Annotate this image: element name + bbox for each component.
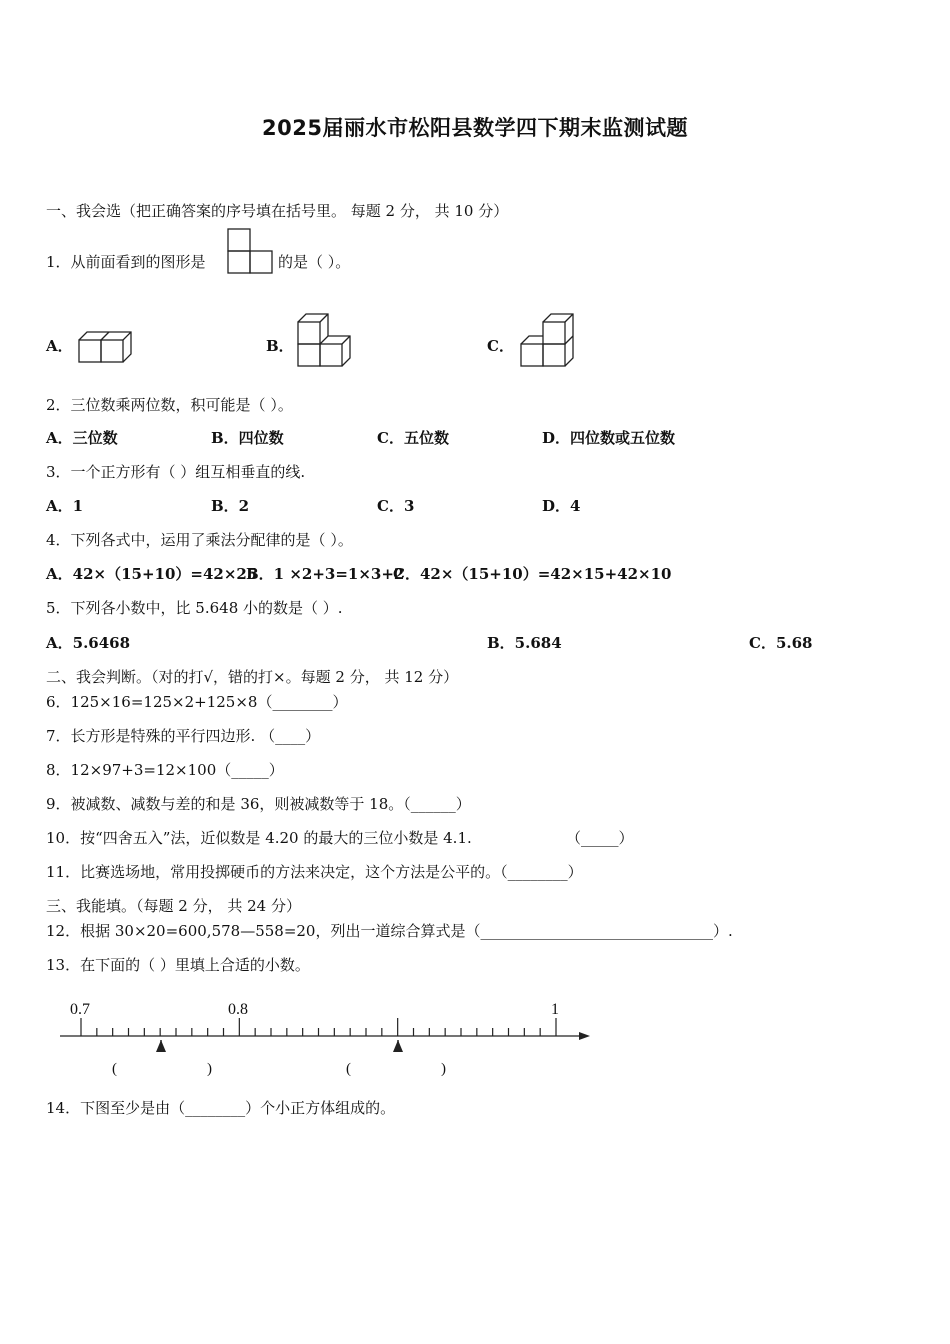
q1-option-a-cubes <box>77 326 133 366</box>
q9-text: 9．被减数、减数与差的和是 36，则被减数等于 18。（______） <box>46 795 471 813</box>
q5-option-a: A．5.6468 <box>46 634 131 652</box>
answer-paren-1-close: ) <box>207 1061 212 1077</box>
q2-option-d: D．四位数或五位数 <box>542 429 676 447</box>
section-1-heading: 一、我会选（把正确答案的序号填在括号里。 每题 2 分， 共 10 分） <box>46 202 509 220</box>
q1-front-view-figure <box>227 228 275 276</box>
q13-number-line <box>0 990 620 1090</box>
q2-stem: 2．三位数乘两位数，积可能是（ ）。 <box>46 396 293 414</box>
q5-option-b: B．5.684 <box>487 634 562 652</box>
q1-option-a-label: A． <box>46 337 73 355</box>
q2-option-b: B．四位数 <box>211 429 284 447</box>
q10-answer-blank: （_____） <box>566 829 634 847</box>
label-0-7: 0.7 <box>70 1001 90 1018</box>
q5-stem: 5．下列各小数中，比 5.648 小的数是（ ）. <box>46 599 343 617</box>
q7-text: 7．长方形是特殊的平行四边形. （____） <box>46 727 321 745</box>
q3-option-c: C．3 <box>377 497 415 515</box>
q4-option-b: B．1 ×2+3=1×3+2 <box>246 565 405 583</box>
q1-option-b-label: B． <box>266 337 294 355</box>
q3-stem: 3．一个正方形有（ ）组互相垂直的线. <box>46 463 306 481</box>
section-2-heading: 二、我会判断。（对的打√，错的打×。每题 2 分， 共 12 分） <box>46 668 459 686</box>
q11-text: 11．比赛选场地，常用投掷硬币的方法来决定，这个方法是公平的。（________） <box>46 863 583 881</box>
q8-text: 8．12×97+3=12×100（_____） <box>46 761 284 779</box>
q14-text: 14．下图至少是由（________）个小正方体组成的。 <box>46 1099 396 1117</box>
q2-option-c: C．五位数 <box>377 429 449 447</box>
page-title: 2025届丽水市松阳县数学四下期末监测试题 <box>262 116 688 140</box>
q1-suffix: 的是（ ）。 <box>278 253 351 271</box>
q3-option-d: D．4 <box>542 497 581 515</box>
q6-text: 6．125×16=125×2+125×8（________） <box>46 693 348 711</box>
q3-option-a: A．1 <box>46 497 84 515</box>
q4-option-a: A．42×（15+10）=42×25 <box>46 565 258 583</box>
q2-option-a: A．三位数 <box>46 429 118 447</box>
q13-stem: 13．在下面的（ ）里填上合适的小数。 <box>46 956 310 974</box>
q1-option-c-cubes <box>519 312 575 368</box>
q12-text: 12．根据 30×20=600,578—558=20，列出一道综合算式是（_______________________________）. <box>46 922 733 940</box>
q1-prefix: 1．从前面看到的图形是 <box>46 253 206 271</box>
section-3-heading: 三、我能填。（每题 2 分， 共 24 分） <box>46 897 301 915</box>
label-1: 1 <box>551 1001 559 1018</box>
q3-option-b: B．2 <box>211 497 250 515</box>
q1-option-c-label: C． <box>487 337 514 355</box>
answer-paren-2-close: ) <box>441 1061 446 1077</box>
answer-paren-2-open: ( <box>346 1061 351 1077</box>
q4-option-c: C．42×（15+10）=42×15+42×10 <box>393 565 672 583</box>
answer-paren-1-open: ( <box>112 1061 117 1077</box>
number-line-arrowhead <box>579 1032 590 1040</box>
q4-stem: 4．下列各式中，运用了乘法分配律的是（ ）。 <box>46 531 353 549</box>
q5-option-c: C．5.68 <box>749 634 813 652</box>
q1-option-b-cubes <box>296 312 352 368</box>
q10-text: 10．按“四舍五入”法，近似数是 4.20 的最大的三位小数是 4.1. <box>46 829 472 847</box>
label-0-8: 0.8 <box>228 1001 248 1018</box>
